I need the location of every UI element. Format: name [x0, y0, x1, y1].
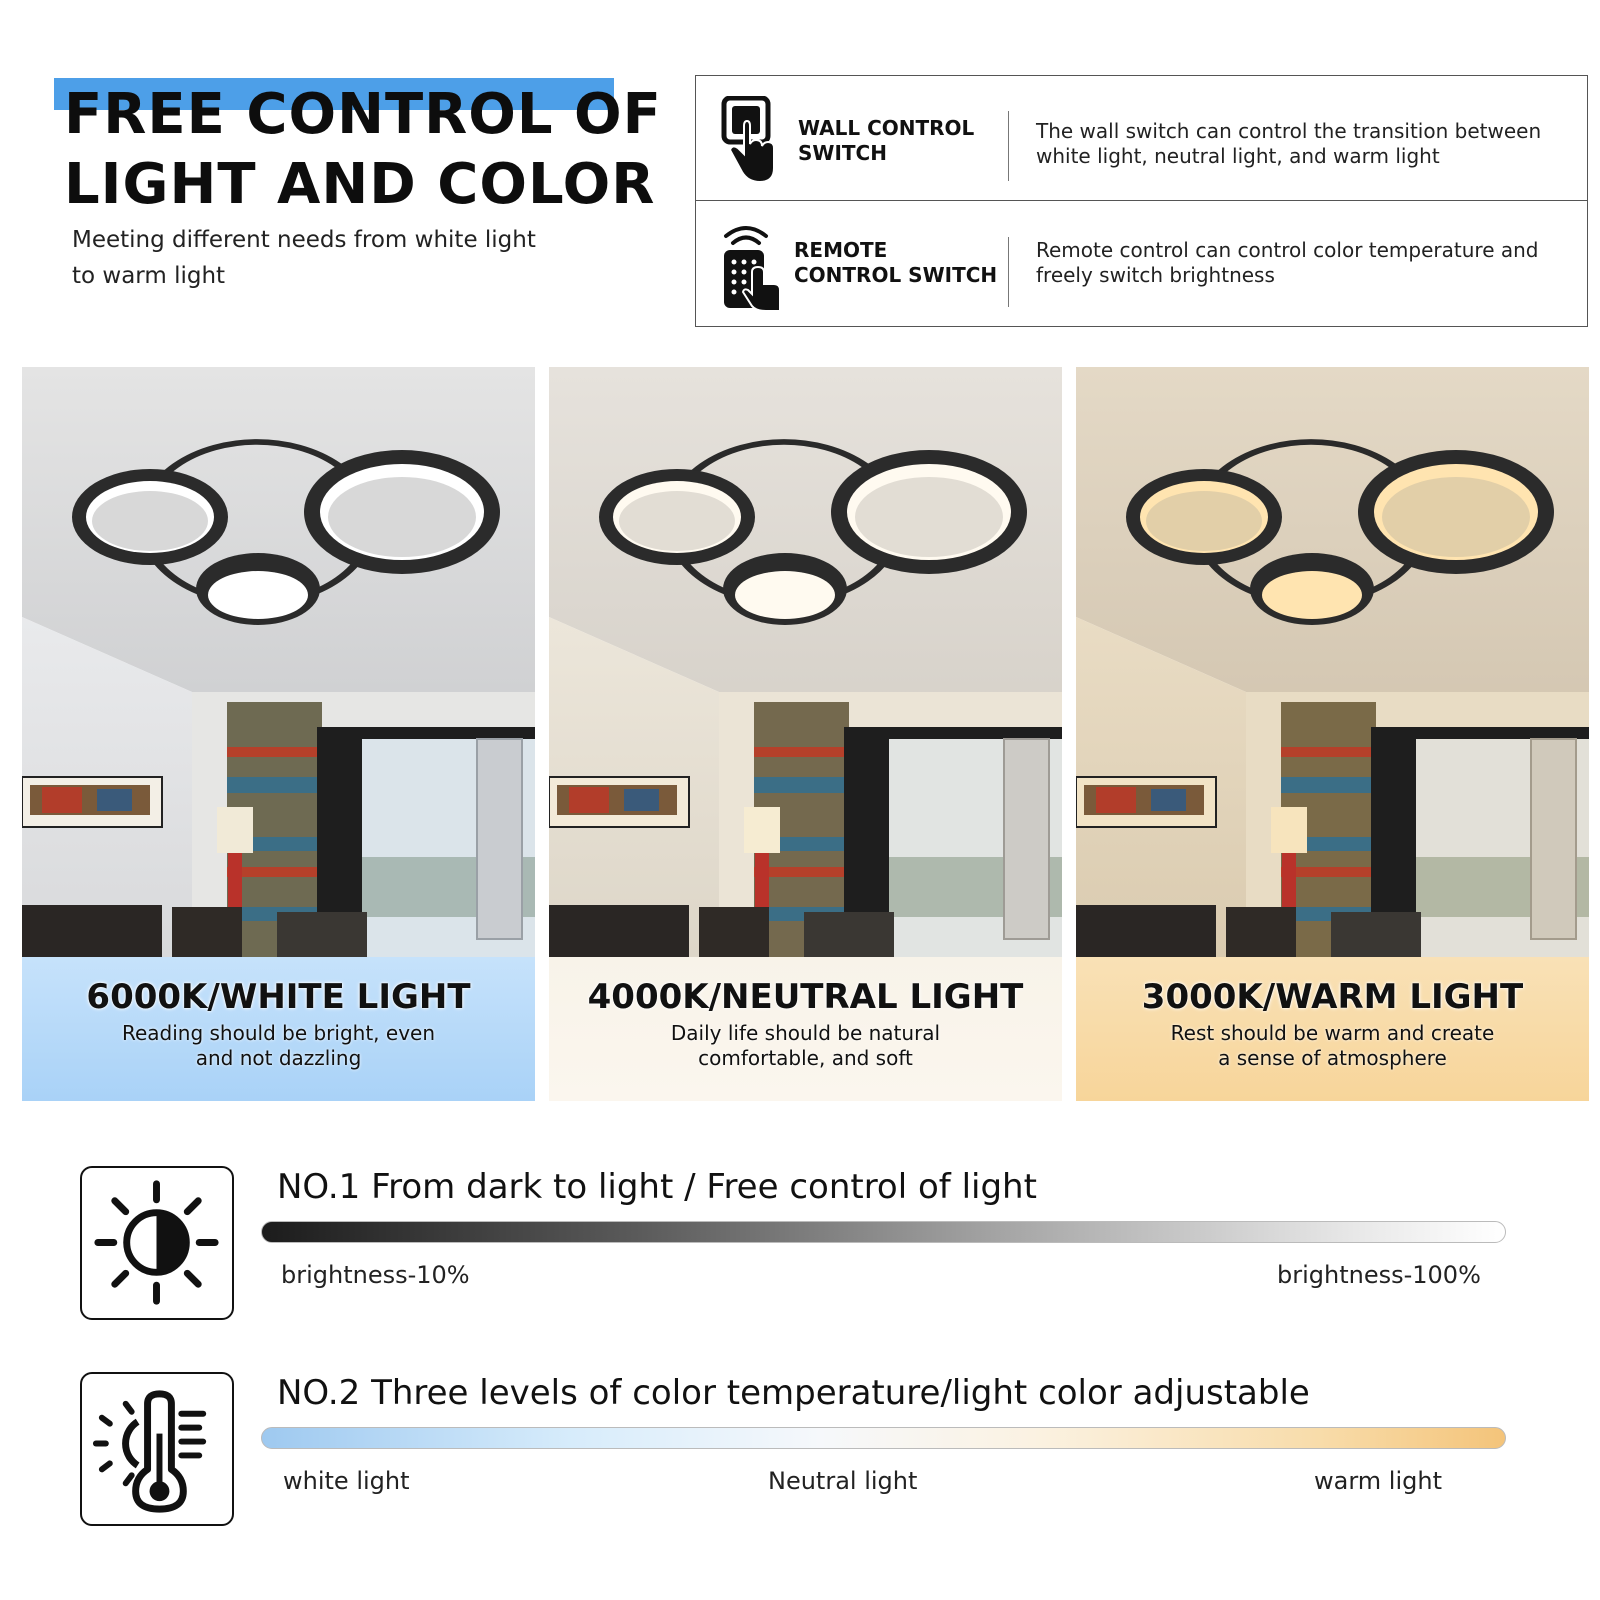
headline — [54, 78, 662, 218]
thermometer-icon-frame — [80, 1372, 234, 1526]
wall-control-row — [696, 76, 1587, 201]
headline-line-2: LIGHT AND COLOR — [64, 152, 656, 217]
brightness-gradient-bar — [261, 1221, 1506, 1243]
panel-neutral-light — [549, 367, 1062, 1101]
feature-brightness — [80, 1166, 1530, 1326]
feature-brightness-title: NO.1 From dark to light / Free control of light — [277, 1167, 1037, 1207]
white-light-label: white light — [283, 1467, 410, 1495]
warm-light-label: warm light — [1314, 1467, 1442, 1495]
panel-warm-light — [1076, 367, 1589, 1101]
feature-color-temperature — [80, 1372, 1530, 1532]
remote-control-description: Remote control can control color temperature and freely switch brightness — [1036, 238, 1539, 287]
warm-light-description: Rest should be warm and create a sense of atmosphere — [1170, 1021, 1495, 1070]
brightness-icon — [82, 1168, 231, 1317]
neutral-light-caption — [549, 957, 1062, 1101]
neutral-light-room-image — [549, 367, 1062, 957]
wall-switch-icon — [718, 96, 784, 186]
white-light-room-image — [22, 367, 535, 957]
neutral-light-label: Neutral light — [768, 1467, 918, 1495]
brightness-max-label: brightness-100% — [1277, 1261, 1481, 1289]
warm-light-caption — [1076, 957, 1589, 1101]
remote-control-label: REMOTE CONTROL SWITCH — [794, 238, 998, 287]
brightness-icon-frame — [80, 1166, 234, 1320]
wall-control-description: The wall switch can control the transition between white light, neutral light, and warm light — [1036, 119, 1542, 168]
headline-line-1: FREE CONTROL OF — [64, 82, 662, 147]
control-methods-box — [695, 75, 1588, 327]
brightness-min-label: brightness-10% — [281, 1261, 470, 1289]
neutral-light-description: Daily life should be natural comfortable, and soft — [670, 1021, 941, 1070]
remote-control-divider — [1008, 237, 1009, 307]
warm-light-title: 3000K/WARM LIGHT — [1141, 977, 1524, 1017]
wall-control-divider — [1008, 111, 1009, 181]
warm-light-room-image — [1076, 367, 1589, 957]
feature-color-temperature-title: NO.2 Three levels of color temperature/light color adjustable — [277, 1373, 1310, 1413]
remote-control-row — [696, 202, 1587, 327]
wall-control-label: WALL CONTROL SWITCH — [798, 116, 975, 165]
white-light-description: Reading should be bright, even and not dazzling — [121, 1021, 436, 1070]
white-light-title: 6000K/WHITE LIGHT — [86, 977, 471, 1017]
headline-subtitle: Meeting different needs from white light to warm light — [72, 227, 536, 289]
panel-white-light — [22, 367, 535, 1101]
remote-control-icon — [718, 222, 784, 312]
neutral-light-title: 4000K/NEUTRAL LIGHT — [587, 977, 1024, 1017]
white-light-caption — [22, 957, 535, 1101]
color-temperature-gradient-bar — [261, 1427, 1506, 1449]
thermometer-icon — [82, 1374, 231, 1523]
